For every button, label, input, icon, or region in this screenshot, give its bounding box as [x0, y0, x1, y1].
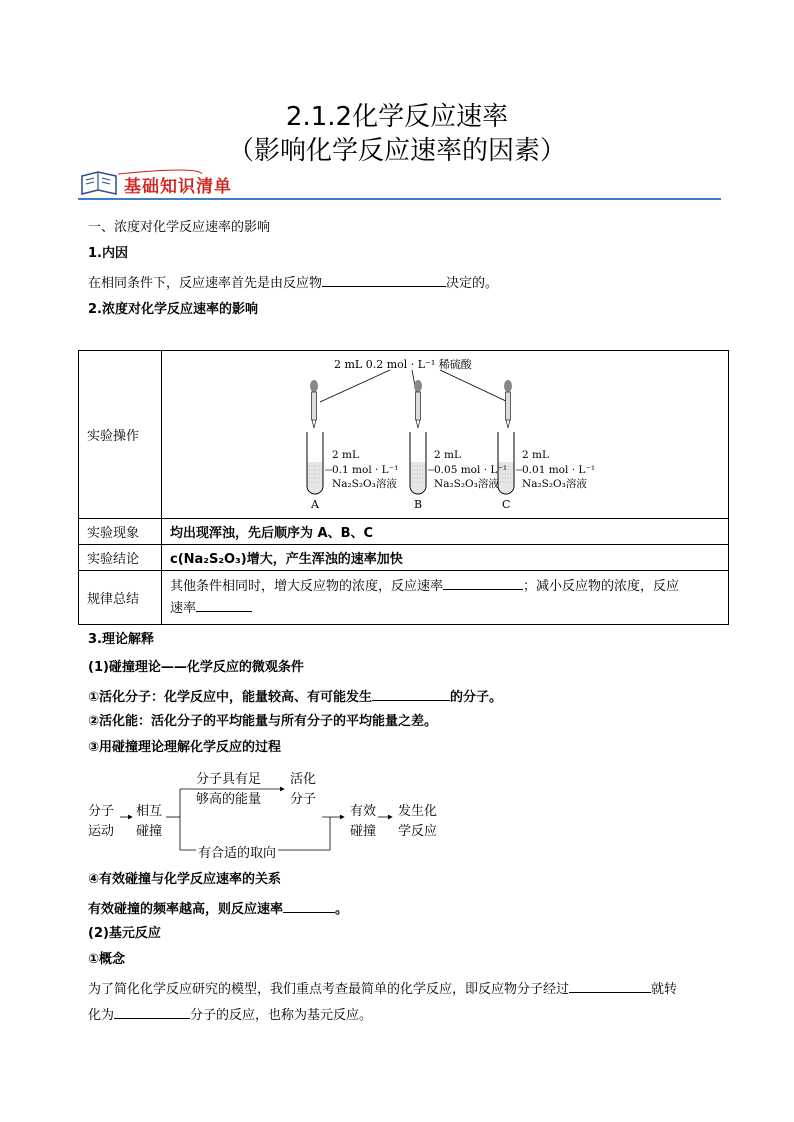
subheading-concept: ①概念 [88, 952, 126, 967]
node-text: 够高的能量 [196, 792, 262, 807]
tube-b-volume: 2 mL [434, 448, 461, 461]
dropper-icon [310, 380, 318, 428]
tube-b-concentration: 0.05 mol · L⁻¹ [434, 463, 508, 476]
blank-field[interactable] [283, 900, 335, 913]
text-a: 有效碰撞的频率越高，则反应速率 [88, 902, 284, 917]
test-tube-c-icon [498, 432, 514, 494]
activation-energy-line: ②活化能：活化分子的平均能量与所有分子的平均能量之差。 [88, 714, 438, 729]
section-banner: 基础知识清单 [124, 177, 232, 197]
section-heading-1: 一、浓度对化学反应速率的影响 [88, 220, 271, 235]
internal-cause-text [88, 274, 498, 292]
blank-field[interactable] [196, 599, 252, 612]
node-proper-orientation: 有合适的取向 [196, 842, 278, 861]
node-sufficient-energy [196, 770, 261, 810]
subheading-internal-cause: 1.内因 [88, 246, 128, 261]
period: 。 [335, 902, 349, 917]
title-line-1: 2.1.2化学反应速率 [285, 102, 509, 132]
value-phenomenon: 均出现浑浊，先后顺序为 A、B、C [162, 519, 729, 545]
value-summary [162, 571, 729, 625]
node-text: 分子 [290, 792, 317, 807]
tube-a-letter: A [311, 497, 319, 511]
text-a: 化为 [88, 1008, 115, 1023]
tube-c-concentration: 0.01 mol · L⁻¹ [522, 463, 596, 476]
dropper-icon [414, 380, 422, 428]
acid-label: 2 mL 0.2 mol · L⁻¹ 稀硫酸 [334, 357, 472, 371]
node-molecular-motion [88, 802, 114, 842]
tube-c-letter: C [502, 497, 511, 511]
collision-diagram [88, 768, 458, 861]
summary-text-a: 其他条件相同时，增大反应物的浓度，反应速率 [170, 578, 444, 594]
tube-a-concentration: 0.1 mol · L⁻¹ [332, 463, 399, 476]
node-text: 分子具有足 [196, 772, 262, 787]
test-tube-b-icon [410, 432, 426, 494]
summary-text-b: ；减小反应物的浓度，反应 [523, 578, 680, 594]
blank-field[interactable] [114, 1006, 190, 1019]
node-collision [136, 802, 162, 842]
text-b: 的分子。 [450, 690, 503, 705]
text-b: 就转 [651, 982, 678, 997]
dropper-icon [504, 380, 512, 428]
blank-field[interactable] [372, 688, 450, 701]
subheading-collision-theory: (1)碰撞理论——化学反应的微观条件 [88, 660, 304, 675]
tube-b-letter: B [414, 497, 423, 511]
node-activated-molecule [290, 770, 316, 810]
blank-field[interactable] [322, 274, 446, 287]
value-conclusion: c(Na₂S₂O₃)增大，产生浑浊的速率加快 [162, 545, 729, 571]
text-a: ①活化分子：化学反应中，能量较高、有可能发生 [88, 690, 373, 705]
summary-text-c: 速率 [170, 600, 197, 616]
subheading-elementary-reaction: (2)基元反应 [88, 926, 161, 941]
label-summary: 规律总结 [79, 571, 162, 625]
subheading-concentration: 2.浓度对化学反应速率的影响 [88, 302, 258, 317]
node-text: 有效 [350, 804, 377, 819]
node-text: 发生化 [398, 804, 438, 819]
concept-text-line-1 [88, 980, 677, 998]
blank-field[interactable] [569, 980, 651, 993]
node-text: 活化 [290, 772, 317, 787]
apparatus-diagram [162, 352, 728, 518]
tube-c-solution: Na₂S₂O₃溶液 [522, 477, 587, 490]
node-text: 分子 [88, 804, 115, 819]
activated-molecule-line [88, 688, 502, 706]
text-a: 在相同条件下，反应速率首先是由反应物 [88, 276, 323, 291]
node-text: 碰撞 [136, 824, 163, 839]
node-reaction [398, 802, 437, 842]
text-a: 为了简化化学反应研究的模型，我们重点考查最简单的化学反应，即反应物分子经过 [88, 982, 570, 997]
node-text: 运动 [88, 824, 115, 839]
title-line-2: （影响化学反应速率的因素） [227, 136, 566, 166]
text-b: 决定的。 [446, 276, 499, 291]
node-text: 学反应 [398, 824, 438, 839]
collision-process-heading: ③用碰撞理论理解化学反应的过程 [88, 740, 282, 755]
label-phenomenon: 实验现象 [79, 519, 162, 545]
concept-text-line-2 [88, 1006, 372, 1024]
node-text: 相互 [136, 804, 163, 819]
label-conclusion: 实验结论 [79, 545, 162, 571]
tube-a-solution: Na₂S₂O₃溶液 [332, 477, 397, 490]
label-operation: 实验操作 [79, 351, 162, 519]
node-text: 碰撞 [350, 824, 377, 839]
effective-collision-text [88, 900, 348, 918]
tube-c-volume: 2 mL [522, 448, 549, 461]
test-tube-a-icon [307, 432, 323, 494]
tube-b-solution: Na₂S₂O₃溶液 [434, 477, 499, 490]
blank-field[interactable] [443, 577, 523, 590]
text-b: 分子的反应，也称为基元反应。 [190, 1008, 373, 1023]
divider-rule [78, 198, 721, 200]
tube-a-volume: 2 mL [332, 448, 359, 461]
node-effective-collision [350, 802, 376, 842]
experiment-table [78, 350, 729, 625]
effective-collision-heading: ④有效碰撞与化学反应速率的关系 [88, 872, 282, 887]
subheading-theory: 3.理论解释 [88, 632, 154, 647]
